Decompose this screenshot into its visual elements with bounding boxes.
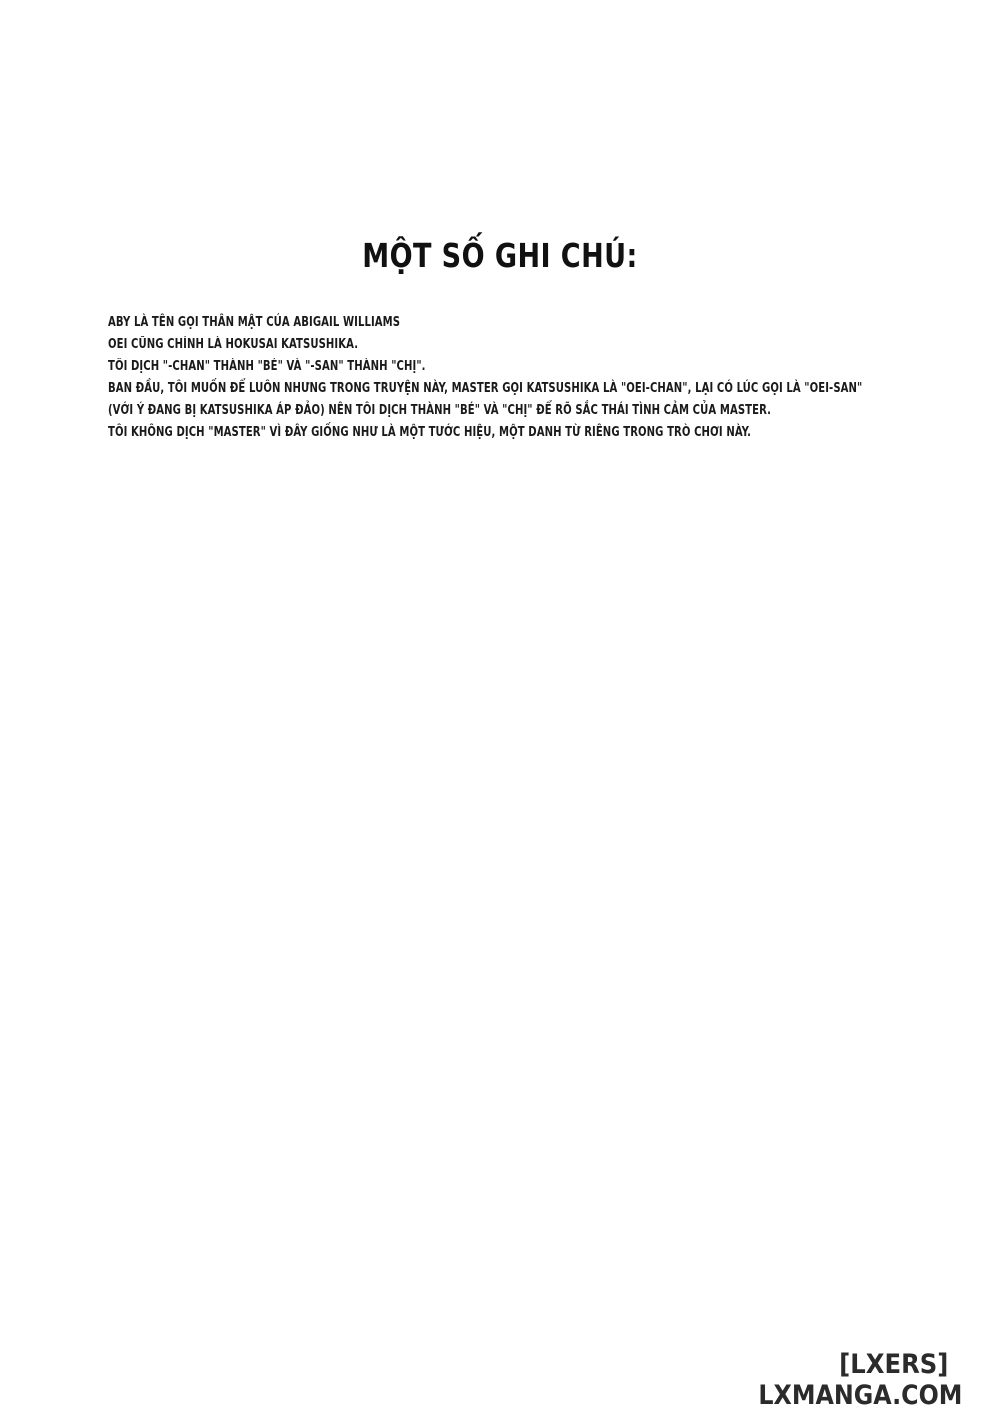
note-item: TÔI KHÔNG DỊCH "MASTER" VÌ ĐÂY GIỐNG NHƯ LÀ MỘT TƯỚC HIỆU, MỘT DANH TỪ RIÊNG TRONG TRÒ CHƠI NÀY. (108, 425, 752, 440)
note-item: BAN ĐẦU, TÔI MUỐN ĐỂ LUÔN NHƯNG TRONG TRUYỆN NÀY, MASTER GỌI KATSUSHIKA LÀ "OEI-CHAN", LẠI CÓ LÚC GỌI LÀ "OEI-SAN" (108, 381, 863, 396)
notes-list (108, 312, 948, 444)
credits-watermark (732, 1349, 963, 1412)
page-title: MỘT SỐ GHI CHÚ: (362, 236, 638, 275)
note-item: ABY LÀ TÊN GỌI THÂN MẬT CỦA ABIGAIL WILLIAMS (108, 315, 401, 330)
site-name: LXMANGA.COM (758, 1380, 963, 1411)
note-item: (VỚI Ý ĐANG BỊ KATSUSHIKA ÁP ĐẢO) NÊN TÔI DỊCH THÀNH "BÉ" VÀ "CHỊ" ĐỂ RÕ SẮC THÁI TÌNH CẢM CỦA MASTER. (108, 403, 772, 418)
note-item: OEI CŨNG CHÍNH LÀ HOKUSAI KATSUSHIKA. (108, 337, 359, 352)
note-item: TÔI DỊCH "-CHAN" THÀNH "BÉ" VÀ "-SAN" THÀNH "CHỊ". (108, 359, 426, 374)
group-name: [LXERS] (839, 1349, 949, 1380)
